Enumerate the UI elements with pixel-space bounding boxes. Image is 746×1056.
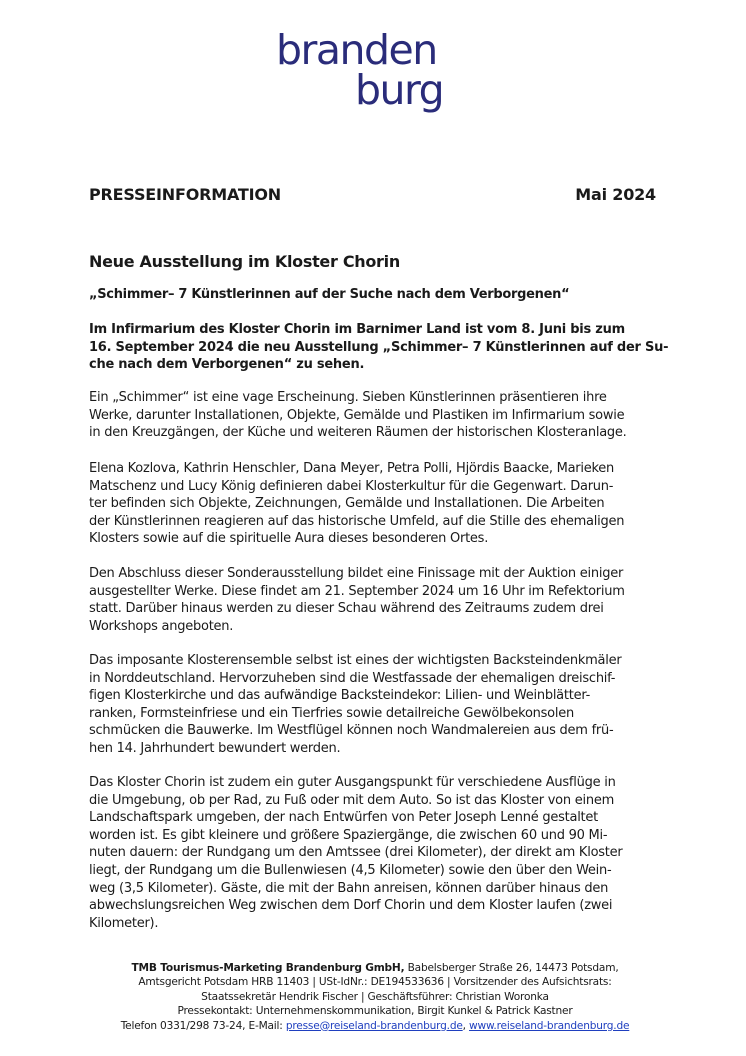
email-link[interactable]: presse@reiseland-brandenburg.de (285, 1019, 463, 1032)
text-line: Matschenz und Lucy König definieren dabei Klosterkultur für die Gegenwart. Darun- (89, 478, 614, 494)
text-line: in Norddeutschland. Hervorzuheben sind die Westfassade der ehemaligen dreischif- (89, 670, 616, 686)
text-line: Workshops angeboten. (89, 618, 234, 634)
text-line: figen Klosterkirche und das aufwändige Backsteindekor: Lilien- und Weinblätter- (89, 688, 591, 704)
text-line: weg (3,5 Kilometer). Gäste, die mit der Bahn anreisen, können darüber hinaus den (89, 880, 609, 896)
text-line: Das Kloster Chorin ist zudem ein guter Ausgangspunkt für verschiedene Ausflüge in (89, 775, 616, 790)
text-line: 16. September 2024 die neu Ausstellung „Schimmer– 7 Künstlerinnen auf der Su- (89, 339, 669, 355)
text-line: Ein „Schimmer“ ist eine vage Erscheinung. Sieben Künstlerinnen präsentieren ihre (89, 390, 607, 405)
footer-line-4: Pressekontakt: Unternehmenskommunikation, Birgit Kunkel & Patrick Kastner (177, 1005, 573, 1018)
page-subtitle: „Schimmer– 7 Künstlerinnen auf der Suche nach dem Verborgenen“ (89, 287, 570, 302)
text-line: che nach dem Verborgenen“ zu sehen. (89, 357, 365, 373)
text-line: Den Abschluss dieser Sonderausstellung bildet eine Finissage mit der Auktion einiger (89, 566, 624, 581)
text-line: ter befinden sich Objekte, Zeichnungen, Gemälde und Installationen. Die Arbeiten (89, 496, 605, 512)
page-title: Neue Ausstellung im Kloster Chorin (89, 252, 400, 271)
footer-line-1 (80, 961, 670, 975)
lead-paragraph (89, 321, 669, 374)
website-link[interactable]: www.reiseland-brandenburg.de (469, 1019, 630, 1032)
text-line: hen 14. Jahrhundert bewundert werden. (89, 740, 341, 756)
paragraph-2 (89, 460, 659, 548)
paragraph-4 (89, 652, 659, 758)
paragraph-3 (89, 565, 659, 635)
link-separator: , (462, 1019, 470, 1032)
company-address: Babelsberger Straße 26, 14473 Potsdam, (404, 962, 619, 974)
imprint-footer (80, 961, 670, 1033)
text-line: abwechslungsreichen Weg zwischen dem Dorf Chorin und dem Kloster laufen (zwei (89, 898, 613, 914)
logo-line-2: burg (355, 66, 444, 114)
text-line: Elena Kozlova, Kathrin Henschler, Dana Meyer, Petra Polli, Hjördis Baacke, Marieken (89, 461, 615, 476)
text-line: Im Infirmarium des Kloster Chorin im Barnimer Land ist vom 8. Juni bis zum (89, 322, 625, 337)
footer-line-2: Amtsgericht Potsdam HRB 11403 | USt-IdNr.: DE194533636 | Vorsitzender des Aufsichtsrats: (138, 976, 612, 989)
logo-line-1: branden (276, 26, 437, 74)
document-header (89, 185, 656, 207)
text-line: ranken, Formsteinfriese und ein Tierfries sowie detailreiche Gewölbekonsolen (89, 705, 574, 721)
text-line: statt. Darüber hinaus werden zu dieser Schau während des Zeitraums zudem drei (89, 601, 604, 617)
text-line: Kilometer). (89, 915, 159, 931)
text-line: liegt, der Rundgang um die Bullenwiesen (4,5 Kilometer) sowie den über den Wein- (89, 862, 612, 878)
footer-line-5 (80, 1019, 670, 1033)
text-line: Klosters sowie auf die spirituelle Aura dieses besonderen Ortes. (89, 531, 489, 547)
text-line: in den Kreuzgängen, der Küche und weiteren Räumen der historischen Klosteranlage. (89, 425, 627, 441)
text-line: der Künstlerinnen reagieren auf das historische Umfeld, auf die Stille des ehemaligen (89, 513, 625, 529)
text-line: nuten dauern: der Rundgang um den Amtssee (drei Kilometer), der direkt am Kloster (89, 845, 623, 861)
text-line: die Umgebung, ob per Rad, zu Fuß oder mit dem Auto. So ist das Kloster von einem (89, 792, 614, 808)
paragraph-1 (89, 389, 659, 442)
footer-line-3: Staatssekretär Hendrik Fischer | Geschäftsführer: Christian Woronka (201, 990, 549, 1003)
text-line: Das imposante Klosterensemble selbst ist eines der wichtigsten Backsteindenkmäler (89, 653, 622, 668)
text-line: ausgestellter Werke. Diese findet am 21. September 2024 um 16 Uhr im Refektorium (89, 583, 625, 599)
press-label: PRESSEINFORMATION (89, 185, 281, 204)
brandenburg-logo (276, 26, 476, 116)
company-name: TMB Tourismus-Marketing Brandenburg GmbH, (131, 962, 405, 974)
text-line: worden ist. Es gibt kleinere und größere Spaziergänge, die zwischen 60 und 90 Mi- (89, 827, 608, 843)
paragraph-5 (89, 774, 659, 932)
text-line: Werke, darunter Installationen, Objekte, Gemälde und Plastiken im Infirmarium sowie (89, 407, 625, 423)
phone-text: Telefon 0331/298 73-24, E-Mail: (120, 1019, 286, 1032)
text-line: Landschaftspark umgeben, der nach Entwürfen von Peter Joseph Lenné gestaltet (89, 810, 598, 826)
text-line: schmücken die Bauwerke. Im Westflügel können noch Wandmalereien aus dem frü- (89, 723, 614, 739)
press-date: Mai 2024 (575, 185, 656, 204)
